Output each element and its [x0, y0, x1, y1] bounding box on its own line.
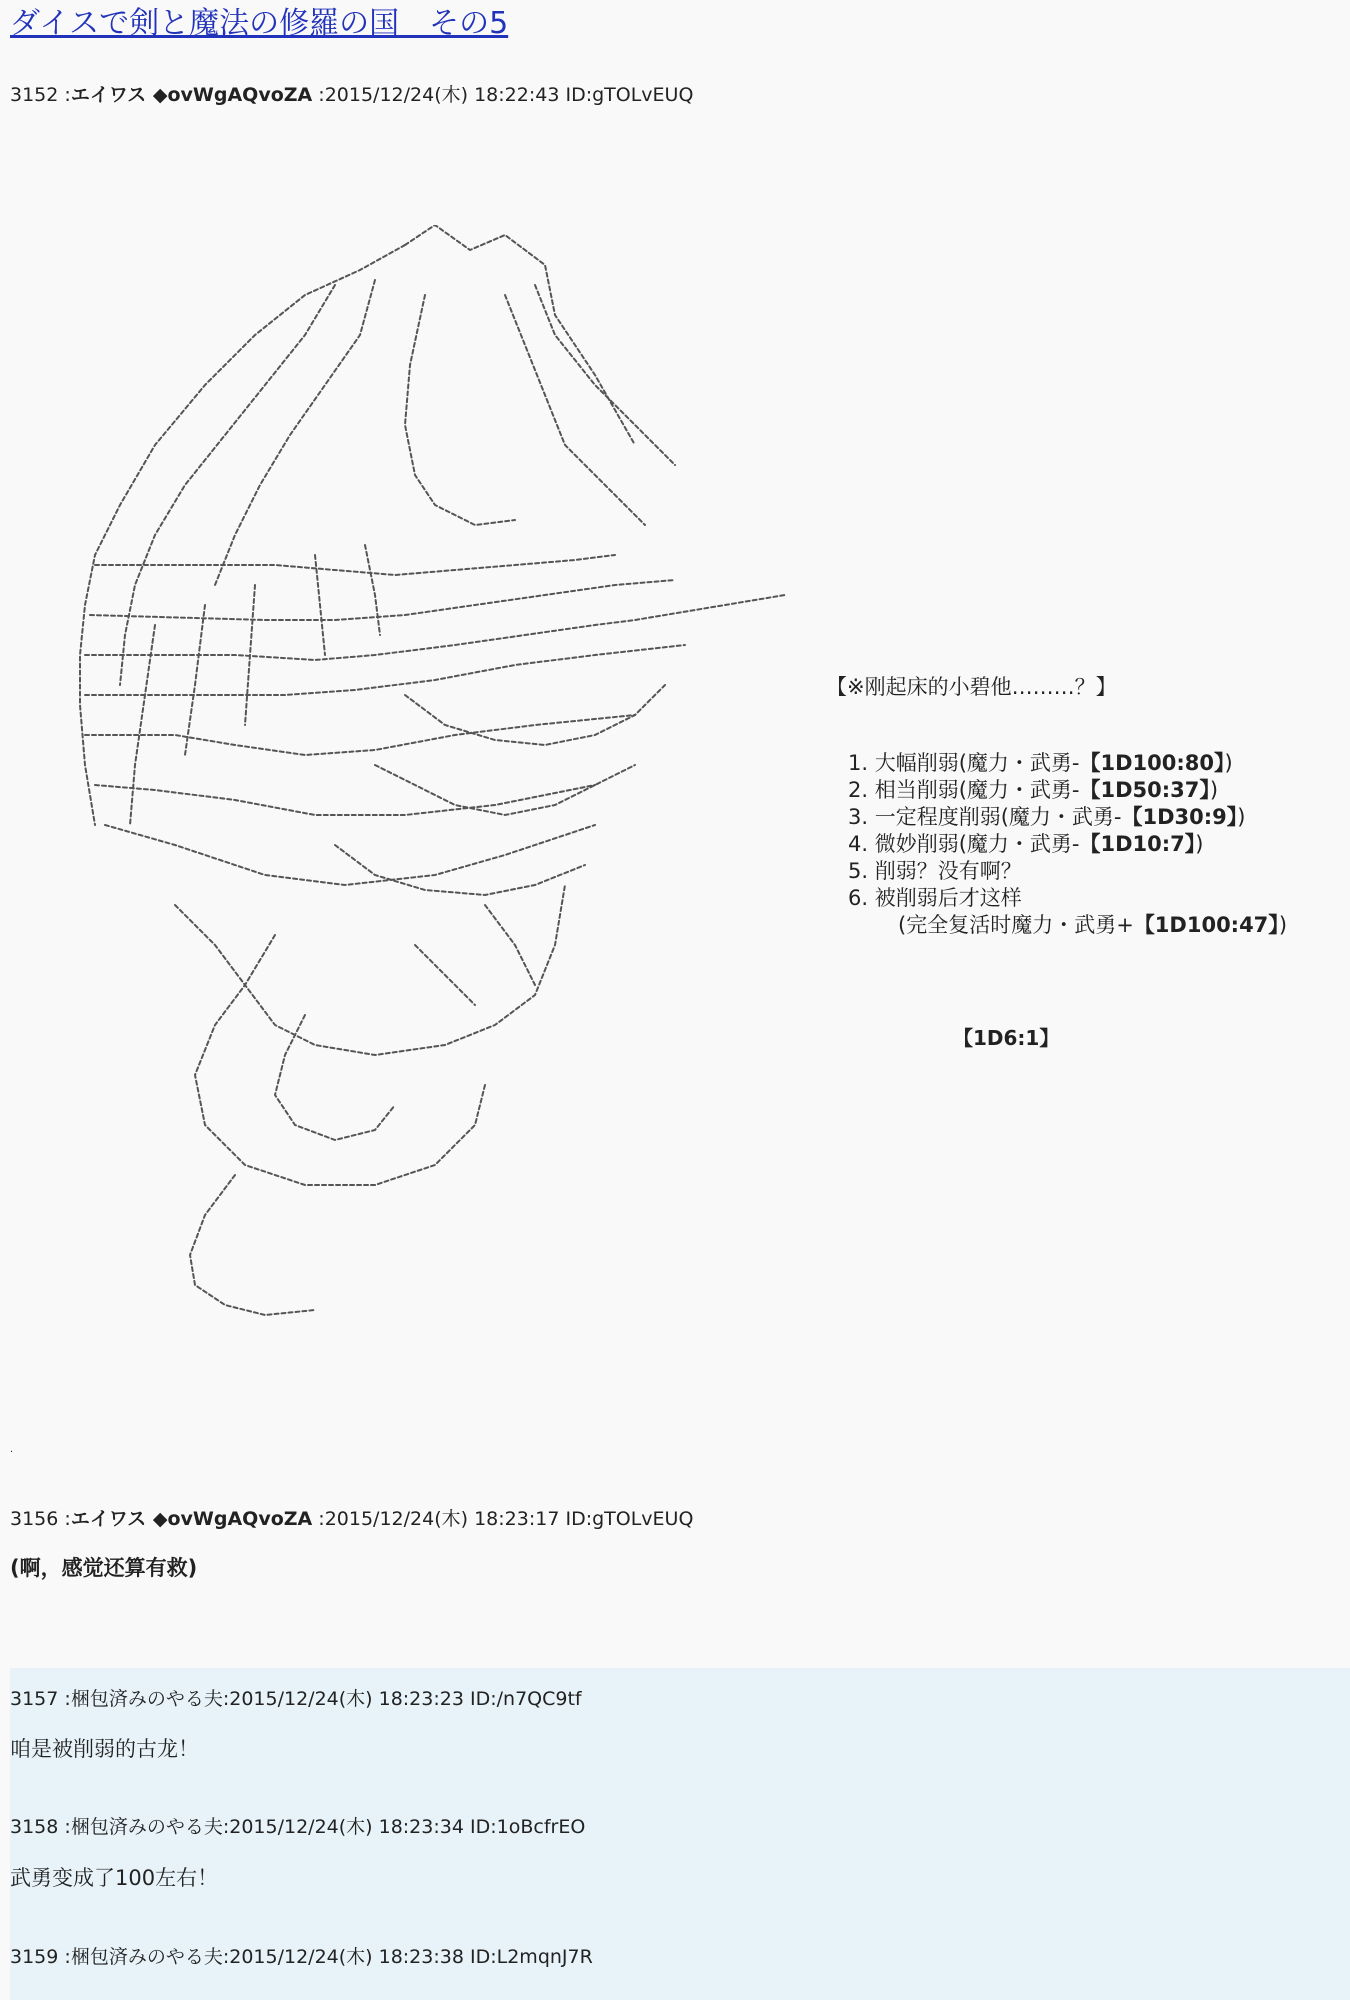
poster-id: ID:gTOLvEUQ [565, 84, 694, 106]
list-item: 4. 微妙削弱(魔力・武勇-【1D10:7】) [848, 832, 1204, 856]
post-datetime: 2015/12/24(木) 18:22:43 [324, 84, 560, 106]
separator-dot: . [10, 1444, 14, 1455]
poster-name: エイワス ◆ovWgAQvoZA [70, 1508, 313, 1530]
poster-name: エイワス ◆ovWgAQvoZA [70, 84, 313, 106]
post-number[interactable]: 3158 [10, 1816, 59, 1838]
poster-name: 梱包済みのやる夫 [70, 1816, 223, 1838]
poster-id: ID:L2mqnJ7R [470, 1946, 593, 1968]
poster-name: 梱包済みのやる夫 [70, 1946, 223, 1968]
dice-roll: 【1D10:7】 [1079, 832, 1196, 856]
post-number[interactable]: 3157 [10, 1688, 59, 1710]
poster-id: ID:gTOLvEUQ [565, 1508, 694, 1530]
post-number[interactable]: 3156 [10, 1508, 59, 1530]
post-header: 3158 :梱包済みのやる夫:2015/12/24(木) 18:23:34 ID:1oBcfrEO [10, 1816, 586, 1838]
post-datetime: 2015/12/24(木) 18:23:23 [229, 1688, 464, 1710]
post-header: 3159 :梱包済みのやる夫:2015/12/24(木) 18:23:38 ID:L2mqnJ7R [10, 1946, 593, 1968]
list-item: 5. 削弱？没有啊？ [848, 859, 1022, 883]
post-body: (啊，感觉还算有救) [10, 1556, 198, 1580]
post-datetime: 2015/12/24(木) 18:23:38 [229, 1946, 464, 1968]
choice-list [848, 750, 1287, 939]
list-item: 1. 大幅削弱(魔力・武勇-【1D100:80】) [848, 751, 1233, 775]
list-item: 6. 被削弱后才这样 [848, 886, 1022, 910]
poster-id: ID:1oBcfrEO [470, 1816, 586, 1838]
dice-roll: 【1D100:80】 [1079, 751, 1225, 775]
post-body: 武勇变成了100左右！ [10, 1866, 219, 1890]
post-datetime: 2015/12/24(木) 18:23:17 [324, 1508, 560, 1530]
dice-roll: 【1D50:37】 [1079, 778, 1210, 802]
post-number[interactable]: 3152 [10, 84, 59, 106]
ascii-art-dragon [75, 225, 805, 1325]
reply-section [10, 1668, 1350, 2000]
page-title[interactable]: ダイスで剣と魔法の修羅の国 その5 [10, 6, 509, 41]
post-datetime: 2015/12/24(木) 18:23:34 [229, 1816, 464, 1838]
post-body: 咱是被削弱的古龙！ [10, 1737, 199, 1761]
list-item: (完全复活时魔力・武勇+【1D100:47】) [898, 913, 1288, 937]
poster-id: ID:/n7QC9tf [470, 1688, 582, 1710]
dice-result: 【1D6:1】 [953, 1026, 1060, 1050]
post-number[interactable]: 3159 [10, 1946, 59, 1968]
post-header: 3152 :エイワス ◆ovWgAQvoZA :2015/12/24(木) 18:22:43 ID:gTOLvEUQ [10, 84, 694, 106]
list-item: 2. 相当削弱(魔力・武勇-【1D50:37】) [848, 778, 1219, 802]
dragon-art-picture [75, 225, 805, 1325]
post-header: 3156 :エイワス ◆ovWgAQvoZA :2015/12/24(木) 18:23:17 ID:gTOLvEUQ [10, 1508, 694, 1530]
poster-name: 梱包済みのやる夫 [70, 1688, 223, 1710]
post-header: 3157 :梱包済みのやる夫:2015/12/24(木) 18:23:23 ID:/n7QC9tf [10, 1688, 582, 1710]
dice-roll: 【1D100:47】 [1133, 913, 1279, 937]
list-item: 3. 一定程度削弱(魔力・武勇-【1D30:9】) [848, 805, 1246, 829]
art-caption: 【※刚起床的小碧他………？】 [826, 675, 1117, 699]
dice-roll: 【1D30:9】 [1121, 805, 1238, 829]
